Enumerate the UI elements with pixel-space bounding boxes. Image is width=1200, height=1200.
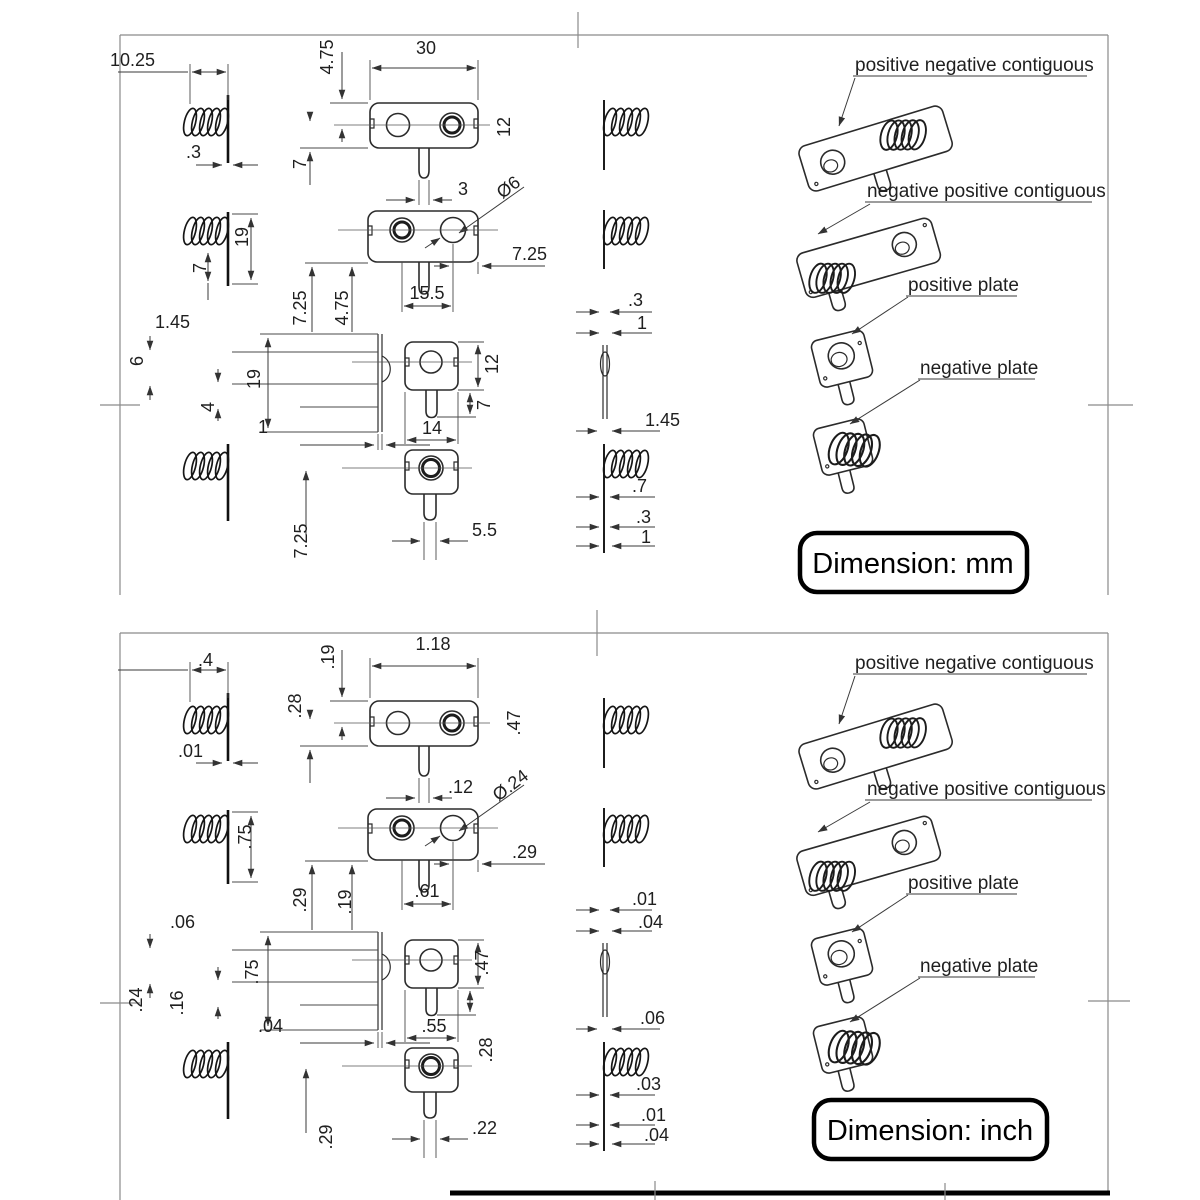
dim-hole-spacing: 15.5 <box>409 283 445 303</box>
dim-front4-tab-width: .22 <box>472 1118 498 1138</box>
dim-flange-upper: .24 <box>126 987 146 1013</box>
callout-part1: positive negative contiguous <box>855 653 1094 674</box>
dim-front1-width: 30 <box>415 38 437 58</box>
panel-mm-labels <box>110 38 1106 559</box>
dim-front4-offset: .29 <box>316 1124 336 1150</box>
callout-part4: negative plate <box>920 358 1039 379</box>
dim-front3-height: .47 <box>472 950 492 976</box>
dim-front1-center-to-bottom: .28 <box>285 693 305 719</box>
panel-mm <box>100 12 1133 595</box>
dim-side-spring-width: .4 <box>198 650 214 670</box>
dim-edge-s3: 1 <box>641 527 652 547</box>
dim-left-v1: 7.25 <box>290 290 310 326</box>
dim-front1-height: 12 <box>494 116 514 138</box>
panel-mm-frame <box>100 12 1133 595</box>
dim-side-plate-thickness: .01 <box>178 741 204 761</box>
dim-front4-tab-width: 5.5 <box>472 520 498 540</box>
dim-front3-tab-length: 7 <box>474 399 494 411</box>
dim-edge-t2: 1 <box>637 313 648 333</box>
dim-hole-to-edge: .29 <box>512 842 538 862</box>
dim-front1-top-to-center: .19 <box>318 644 338 670</box>
unit-box-inch <box>814 1100 1047 1159</box>
dim-front1-height: .47 <box>504 710 524 736</box>
dim-tab-width: 3 <box>458 179 469 199</box>
unit-box-label: Dimension: inch <box>826 1115 1034 1147</box>
dim-left-v2: .19 <box>335 889 355 915</box>
dim-hole-diameter: Ø.24 <box>488 765 532 805</box>
dim-flange-width: .06 <box>170 912 196 932</box>
callout-part3: positive plate <box>908 275 1019 296</box>
callout-part2: negative positive contiguous <box>867 181 1106 202</box>
dim-flange-width: 1.45 <box>155 312 191 332</box>
callout-part4: negative plate <box>920 956 1039 977</box>
dim-spring2-height: .75 <box>235 824 255 850</box>
panel-inch-frame <box>100 610 1130 1200</box>
dim-flange-thickness: .04 <box>258 1016 284 1036</box>
dim-front3-width: .55 <box>421 1016 447 1036</box>
callout-part3: positive plate <box>908 873 1019 894</box>
dim-tab-width: .12 <box>448 777 474 797</box>
dim-left-v1: .29 <box>290 887 310 913</box>
dim-front3-width: 14 <box>421 418 443 438</box>
dim-spring2-height: 19 <box>232 226 252 248</box>
dim-edge-s2: .3 <box>636 507 652 527</box>
dim-edge-s1: .7 <box>632 476 648 496</box>
dim-front1-width: 1.18 <box>415 634 451 654</box>
dim-flange-height: .75 <box>242 959 262 985</box>
unit-box-mm <box>800 533 1027 592</box>
dim-edge-flange: .06 <box>640 1008 666 1028</box>
dim-left-v2: 4.75 <box>332 290 352 326</box>
dim-edge-s1: .03 <box>636 1074 662 1094</box>
callout-part1: positive negative contiguous <box>855 55 1094 76</box>
dim-front1-top-to-center: 4.75 <box>317 39 337 75</box>
panel-inch <box>100 610 1130 1200</box>
dim-flange-lower: .16 <box>167 990 187 1016</box>
dim-hole-spacing: .61 <box>414 881 440 901</box>
dim-front4-offset: 7.25 <box>291 523 311 559</box>
dim-edge-s3: .04 <box>644 1125 670 1145</box>
dim-edge-flange: 1.45 <box>645 410 681 430</box>
dim-flange-lower: 4 <box>198 401 218 413</box>
dim-spring2-offset: 7 <box>190 262 210 274</box>
dim-front3-height: 12 <box>482 353 502 375</box>
dim-front1-center-to-bottom: 7 <box>290 158 310 170</box>
dim-edge-s2: .01 <box>641 1105 667 1125</box>
unit-box-label: Dimension: mm <box>812 548 1014 580</box>
dim-hole-diameter: Ø6 <box>492 171 524 203</box>
dim-flange-height: 19 <box>244 368 264 390</box>
dim-hole-to-edge: 7.25 <box>512 244 548 264</box>
dim-flange-upper: 6 <box>127 355 147 367</box>
dim-side-plate-thickness: .3 <box>186 142 202 162</box>
dim-side-spring-width: 10.25 <box>110 50 156 70</box>
dim-edge-t2: .04 <box>638 912 664 932</box>
dim-edge-t1: .3 <box>628 290 644 310</box>
dim-flange-thickness: 1 <box>258 417 269 437</box>
dim-front3-tab-length: .28 <box>476 1037 496 1063</box>
dim-edge-t1: .01 <box>632 889 658 909</box>
callout-part2: negative positive contiguous <box>867 779 1106 800</box>
